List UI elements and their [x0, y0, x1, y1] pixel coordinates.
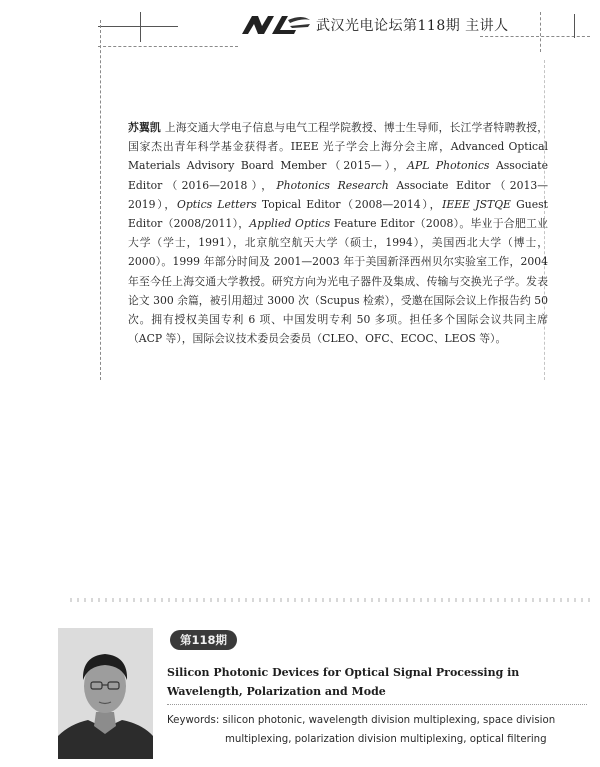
crop-line-right-top [540, 12, 541, 52]
bio-text-4: Topical Editor（2008—2014）， [256, 197, 443, 211]
talk-divider [167, 704, 587, 705]
page-header [240, 10, 509, 40]
header-title: 武汉光电论坛第118期 主讲人 [316, 18, 509, 34]
bio-text-2: Associate Editor（2016—2018）， [128, 159, 549, 192]
crop-mark-top [98, 26, 178, 27]
bio-text-1: 上海交通大学电子信息与电气工程学院教授、博士生导师，长江学者特聘教授，国家杰出青年科学基金获得者。IEEE 光子学会上海分会主席，Advanced Optical Materials Advisory Board Member（2015—）， [128, 121, 549, 173]
crop-line-top-left [98, 46, 238, 47]
journal-apl-photonics: APL Photonics [407, 159, 490, 173]
speaker-portrait-icon [58, 628, 153, 759]
speaker-name: 苏翼凯 [128, 121, 161, 134]
crop-mark-right [574, 14, 575, 38]
talk-keywords [167, 711, 587, 749]
talk-title: Silicon Photonic Devices for Optical Signal Processing in Wavelength, Polarization and Mode [167, 666, 520, 698]
speaker-bio [128, 118, 548, 348]
keywords-line-2: multiplexing, polarization division multiplexing, optical filtering [225, 734, 547, 745]
bio-text-6: Feature Editor（2008）。毕业于合肥工业大学（学士，1991），北京航空航天大学（硕士，1994），美国西北大学（博士，2000）。1999 年部分时间及 2001—2003 年于美国新泽西州贝尔实验室工作，2004 年至今任上海交通大学教授。研究方向为光电子器件及集成、传输与交换光子学。发表论文 300 余篇，被引用超过 3000 次（Scupus 检索），受邀在国际会议上作报告约 50 次。拥有授权美国专利 6 项、中国发明专利 50 多项。担任多个国际会议共同主席（ACP 等），国际会议技术委员会委员（CLEO、OFC、ECOC、LEOS 等）。 [128, 217, 548, 346]
bio-text-3: Associate Editor（2013—2019）， [128, 178, 548, 211]
bio-text-5: Guest Editor（2008/2011）， [128, 197, 548, 231]
journal-ieee-jstqe: IEEE JSTQE [442, 197, 511, 211]
keywords-line-1: Keywords: silicon photonic, wavelength division multiplexing, space division [167, 715, 556, 726]
crop-mark-left-top [140, 12, 141, 42]
speaker-photo [58, 628, 153, 759]
issue-badge: 第118期 [170, 630, 237, 650]
crop-line-left [100, 20, 101, 380]
journal-applied-optics: Applied Optics [249, 217, 331, 231]
section-divider-dots [70, 598, 590, 602]
journal-photonics-research: Photonics Research [276, 178, 389, 192]
journal-optics-letters: Optics Letters [177, 197, 257, 211]
forum-logo [240, 12, 312, 38]
